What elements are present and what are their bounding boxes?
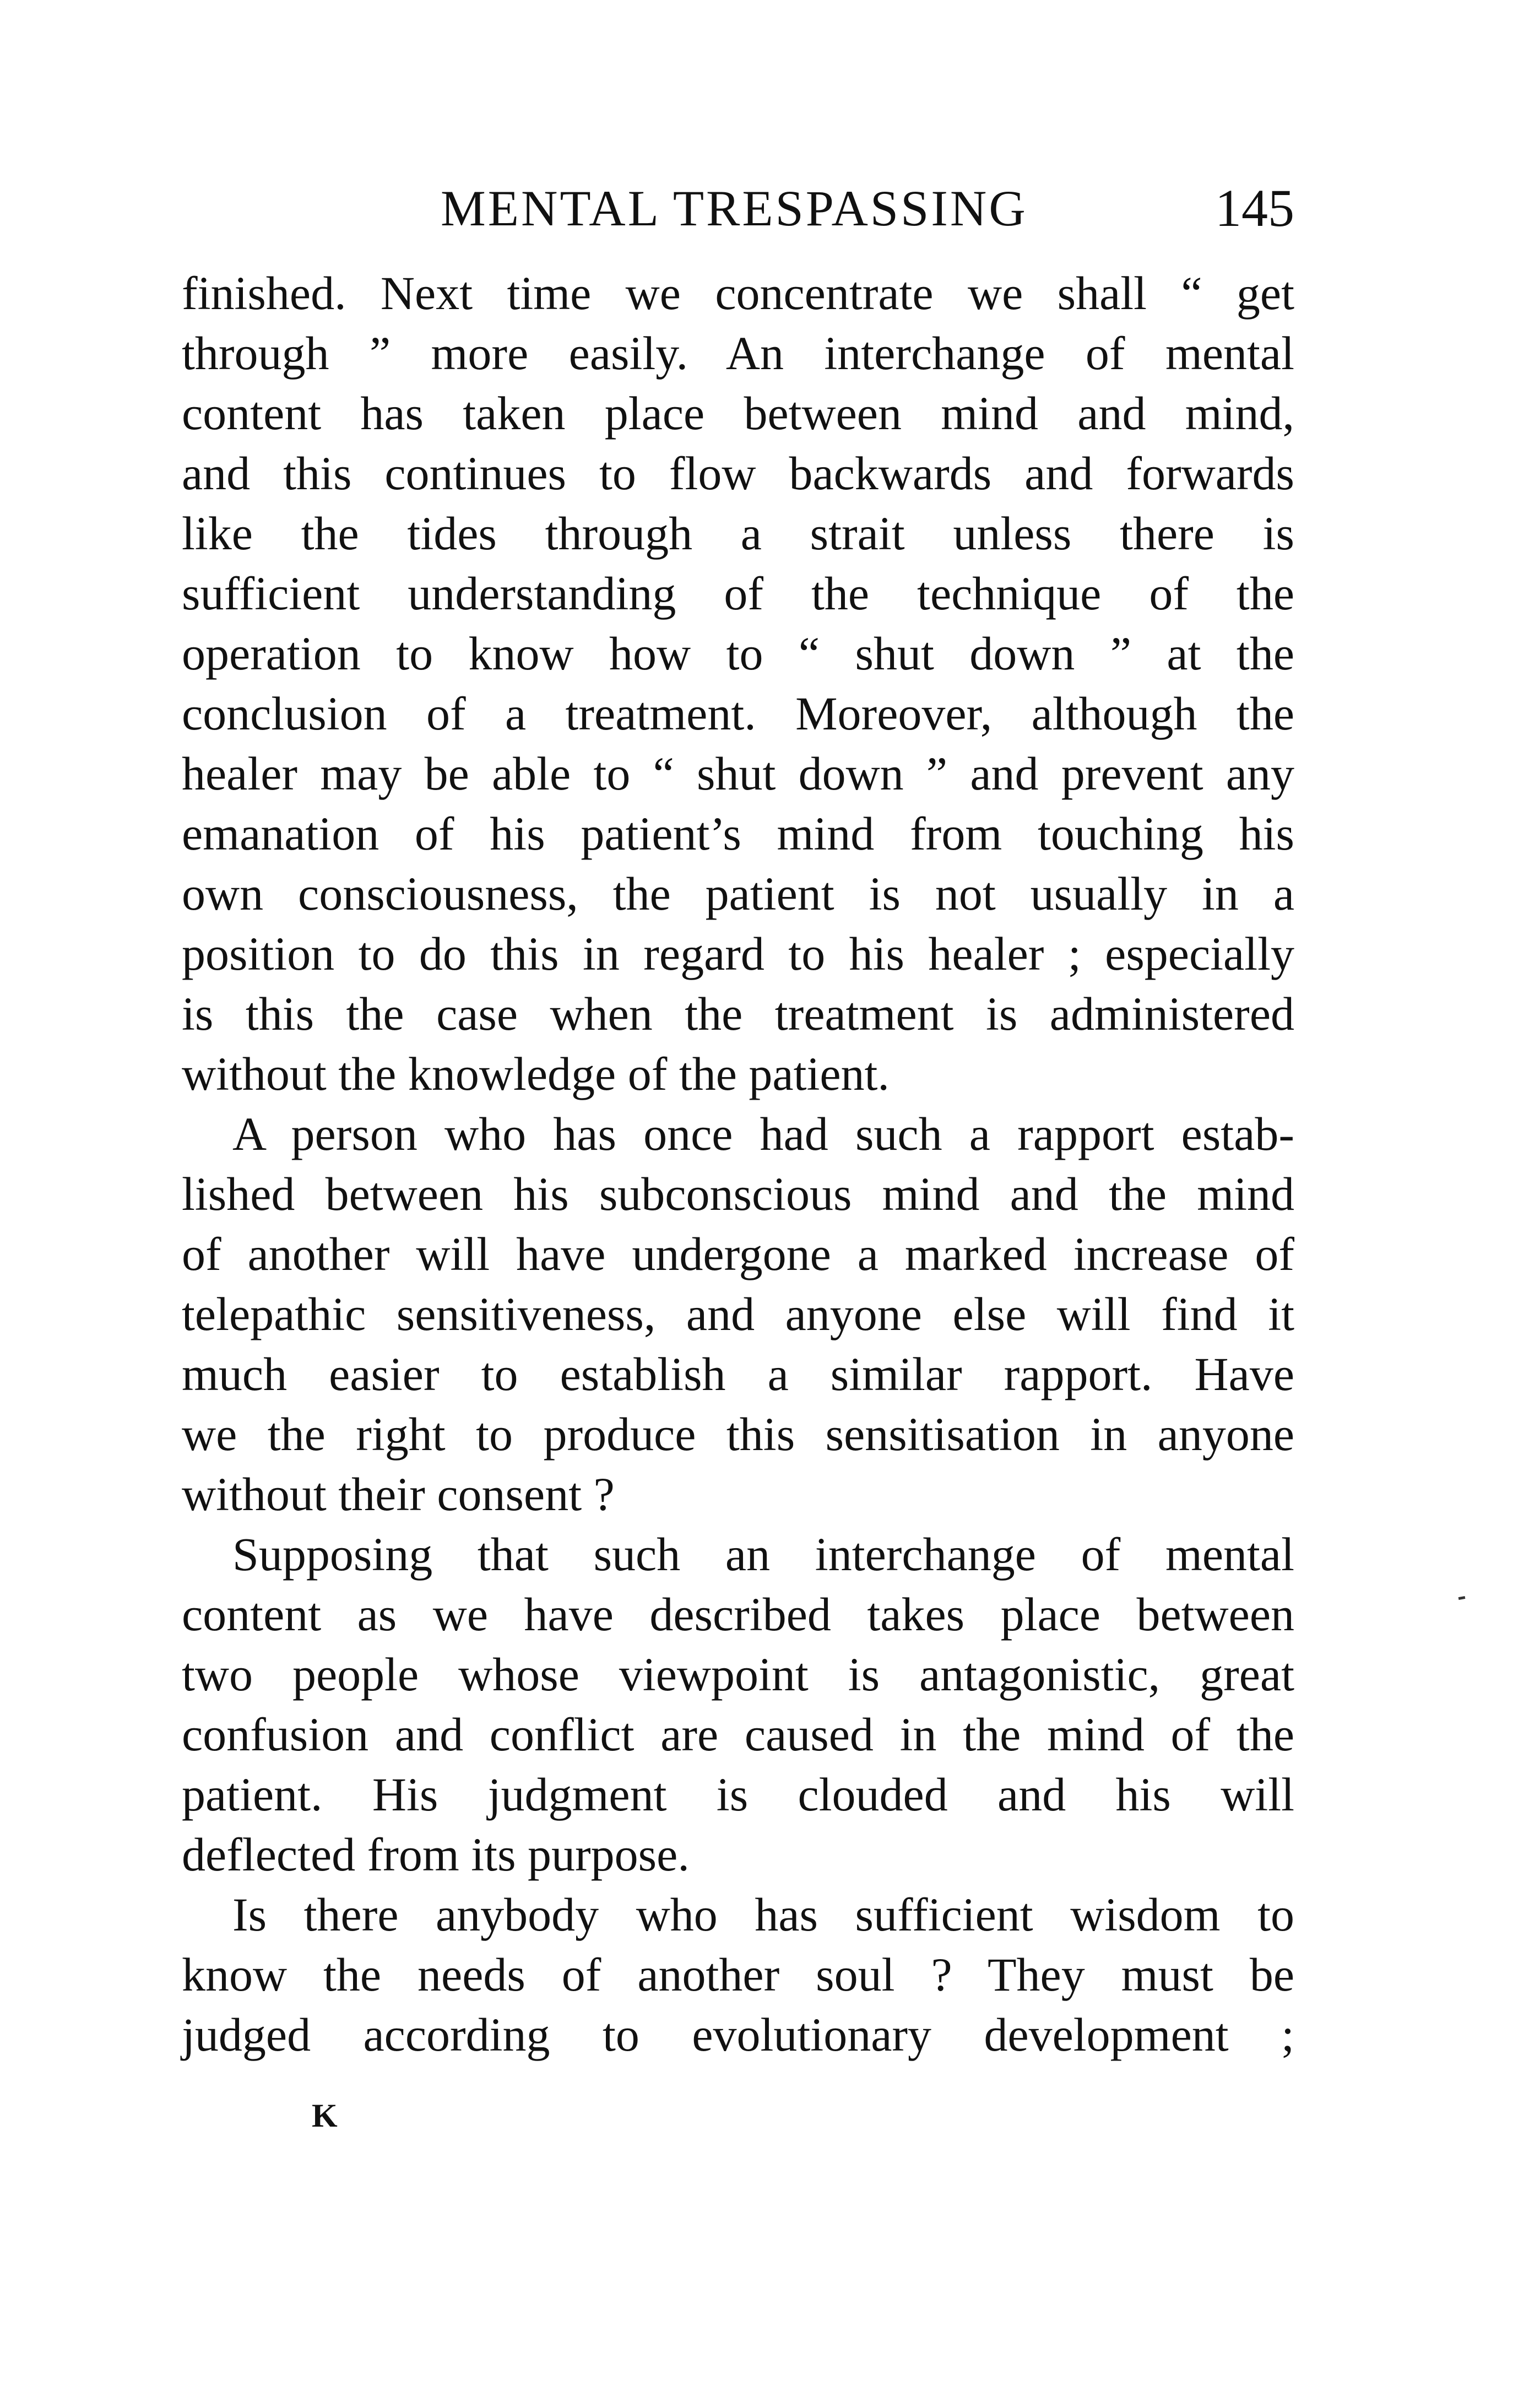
text-line: operation to know how to “ shut down ” at the: [182, 627, 1294, 680]
signature-mark: K: [312, 2097, 339, 2134]
text-line: healer may be able to “ shut down ” and prevent any: [182, 747, 1294, 800]
page-number: 145: [1215, 179, 1294, 237]
text-line: telepathic sensitiveness, and anyone else will find it: [182, 1288, 1294, 1340]
print-speck: [1458, 1596, 1466, 1600]
text-line: like the tides through a strait unless there is: [182, 507, 1294, 560]
text-line: conclusion of a treatment. Moreover, although the: [182, 687, 1294, 740]
text-line: own consciousness, the patient is not usually in a: [182, 867, 1294, 920]
text-line: Is there anybody who has sufficient wisdom to: [232, 1888, 1294, 1941]
text-line: finished. Next time we concentrate we shall “ get: [182, 267, 1294, 320]
text-line: patient. His judgment is clouded and his will: [182, 1768, 1294, 1821]
text-line: emanation of his patient’s mind from touching his: [182, 807, 1294, 860]
text-line: and this continues to flow backwards and forwards: [182, 447, 1294, 500]
text-line: sufficient understanding of the technique of the: [182, 567, 1294, 620]
running-title: MENTAL TRESPASSING: [441, 180, 1028, 236]
text-line: without their consent ?: [182, 1468, 615, 1521]
text-line: A person who has once had such a rapport estab-: [232, 1107, 1294, 1160]
text-line: judged according to evolutionary development ;: [182, 2008, 1294, 2061]
text-line: content as we have described takes place between: [182, 1588, 1294, 1641]
text-line: much easier to establish a similar rapport. Have: [182, 1348, 1294, 1400]
text-line: deflected from its purpose.: [182, 1828, 690, 1881]
text-line: position to do this in regard to his healer ; especially: [182, 927, 1294, 980]
text-line: know the needs of another soul ? They must be: [182, 1948, 1294, 2001]
text-line: of another will have undergone a marked increase of: [182, 1227, 1294, 1280]
text-line: without the knowledge of the patient.: [182, 1047, 890, 1100]
text-line: Supposing that such an interchange of mental: [232, 1528, 1294, 1581]
text-line: is this the case when the treatment is administered: [182, 987, 1294, 1040]
text-line: we the right to produce this sensitisation in anyone: [182, 1408, 1294, 1461]
text-line: content has taken place between mind and mind,: [182, 387, 1294, 440]
running-head: [182, 175, 1294, 241]
text-line: lished between his subconscious mind and the mind: [182, 1167, 1294, 1220]
text-line: through ” more easily. An interchange of mental: [182, 327, 1294, 380]
text-line: confusion and conflict are caused in the mind of the: [182, 1708, 1294, 1761]
text-line: two people whose viewpoint is antagonistic, great: [182, 1648, 1294, 1701]
body-text: [182, 263, 1294, 2065]
